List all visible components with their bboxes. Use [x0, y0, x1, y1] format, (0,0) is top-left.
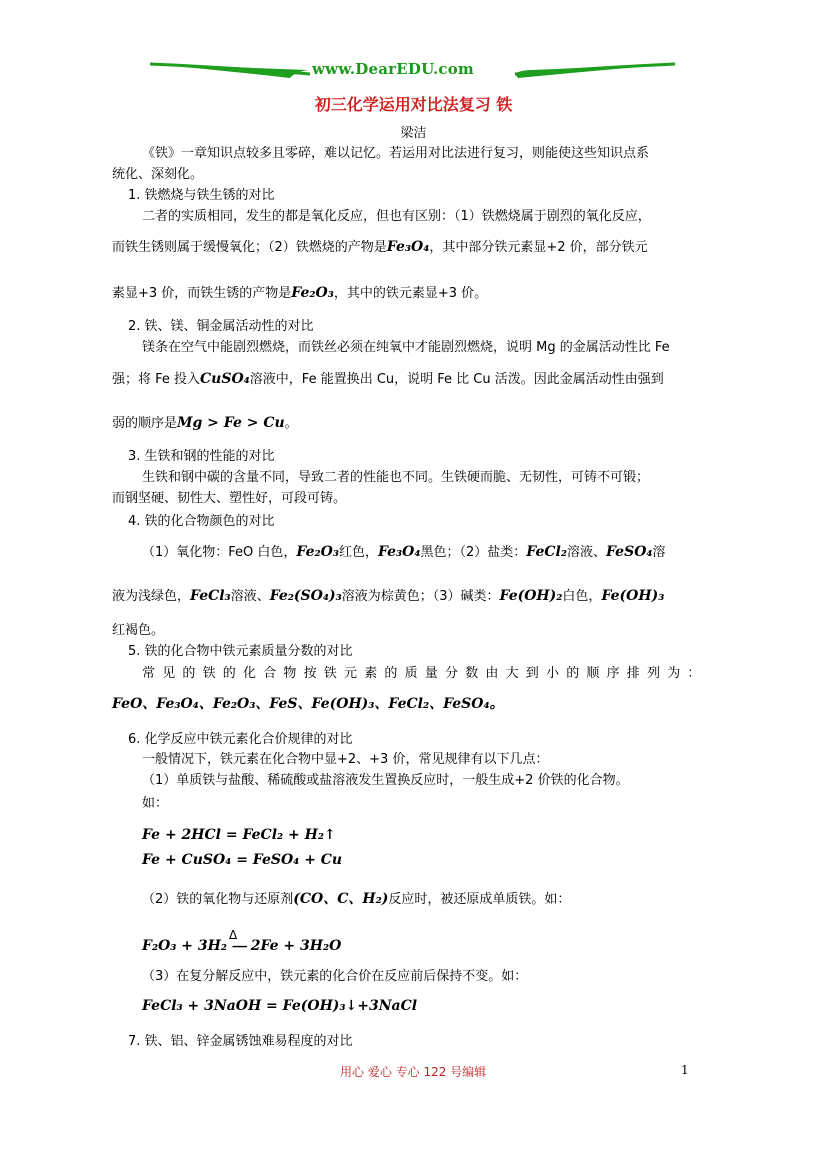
s4-l2-a: 液为浅绿色， — [112, 589, 191, 604]
formula-feoh2: Fe(OH)₂ — [499, 588, 563, 604]
section-5-heading: 5. 铁的化合物中铁元素质量分数的对比 — [128, 644, 353, 659]
s4-l2-d: 白色， — [562, 589, 602, 604]
s1-line-1: 二者的实质相同，发生的都是氧化反应，但也有区别：（1）铁燃烧属于剧烈的氧化反应， — [142, 209, 651, 224]
s4-l1-c: 黑色；（2）盐类： — [420, 545, 527, 560]
formula-cuso4: CuSO₄ — [200, 371, 250, 387]
s4-l2-b: 溶液、 — [230, 589, 270, 604]
section-6-heading: 6. 化学反应中铁元素化合价规律的对比 — [128, 732, 353, 747]
s3-line-1: 生铁和钢中碳的含量不同，导致二者的性能也不同。生铁硬而脆、无韧性，可铸不可锻； — [142, 470, 650, 485]
formula-activity-order: Mg > Fe > Cu — [177, 415, 285, 431]
s4-line-1 — [142, 543, 666, 562]
s4-l1-e: 溶 — [652, 545, 666, 560]
equation-2: Fe + CuSO₄ = FeSO₄ + Cu — [142, 852, 343, 868]
s6-line-5: （3）在复分解反应中，铁元素的化合价在反应前后保持不变。如： — [142, 969, 528, 984]
equation-3: F₂O₃ + 3H₂ ⎯⎯ 2Fe + 3H₂O — [142, 938, 342, 954]
section-7-heading: 7. 铁、铝、锌金属锈蚀难易程度的对比 — [128, 1034, 353, 1049]
s1-line-2-a: 而铁生锈则属于缓慢氧化；（2）铁燃烧的产物是 — [112, 240, 387, 255]
s1-line-3-a: 素显+3 价，而铁生锈的产物是 — [112, 286, 292, 301]
s2-line-1: 镁条在空气中能剧烈燃烧，而铁丝必须在纯氧中才能剧烈燃烧，说明 Mg 的金属活动性比 Fe — [142, 340, 670, 355]
s6-line-1: 一般情况下，铁元素在化合物中显+2、+3 价，常见规律有以下几点： — [142, 752, 549, 767]
section-2-heading: 2. 铁、镁、铜金属活动性的对比 — [128, 319, 314, 334]
s1-line-2 — [112, 238, 648, 257]
s6-line-4-b: 反应时，被还原成单质铁。如： — [388, 892, 571, 907]
formula-fe2o3: Fe₂O₃ — [291, 285, 334, 301]
intro-line-2: 统化、深刻化。 — [112, 167, 204, 182]
site-url[interactable]: www.DearEDU.com — [312, 60, 475, 78]
equation-1: Fe + 2HCl = FeCl₂ + H₂↑ — [142, 827, 336, 843]
s4-l1-d: 溶液、 — [566, 545, 606, 560]
s2-line-2-a: 强；将 Fe 投入 — [112, 372, 201, 387]
s4-l1-b: 红色， — [338, 545, 378, 560]
author: 梁洁 — [400, 126, 427, 141]
page-number: 1 — [681, 1063, 689, 1077]
s5-line-1: 常见的铁的化合物按铁元素的质量分数由大到小的顺序排列为： — [142, 666, 708, 681]
formula-fe3o4: Fe₃O₄ — [386, 239, 430, 255]
s6-line-3: 如： — [142, 796, 169, 811]
formula-fe2so43: Fe₂(SO₄)₃ — [269, 588, 342, 604]
section-1-heading: 1. 铁燃烧与铁生锈的对比 — [128, 188, 275, 203]
formula-fe2o3-red: Fe₂O₃ — [296, 544, 339, 560]
s6-line-4 — [142, 890, 570, 909]
s2-line-3 — [112, 414, 298, 433]
s4-l1-a: （1）氧化物：FeO 白色， — [142, 545, 297, 560]
formula-fecl2: FeCl₂ — [526, 544, 567, 560]
s3-line-2: 而钢坚硬、韧性大、塑性好，可段可铸。 — [112, 491, 347, 506]
section-4-heading: 4. 铁的化合物颜色的对比 — [128, 514, 275, 529]
s4-line-2 — [112, 587, 664, 606]
formula-feso4: FeSO₄ — [606, 544, 653, 560]
s2-line-3-a: 弱的顺序是 — [112, 416, 178, 431]
s1-line-2-b: ，其中部分铁元素显+2 价，部分铁元 — [429, 240, 648, 255]
s6-line-4-a: （2）铁的氧化物与还原剂 — [142, 892, 294, 907]
footer-text: 用心 爱心 专心 122 号编辑 — [340, 1065, 487, 1079]
formula-reductants: (CO、C、H₂) — [293, 891, 389, 907]
page-title: 初三化学运用对比法复习 铁 — [314, 95, 513, 114]
s1-line-3 — [112, 284, 487, 303]
s1-line-3-b: ，其中的铁元素显+3 价。 — [333, 286, 488, 301]
s4-line-3: 红褐色。 — [112, 623, 165, 638]
formula-fe3o4-black: Fe₃O₄ — [377, 544, 421, 560]
s2-line-2-b: 溶液中，Fe 能置换出 Cu，说明 Fe 比 Cu 活泼。因此金属活动性由强到 — [249, 372, 664, 387]
equation-3-delta: Δ — [229, 928, 238, 942]
s5-order: FeO、Fe₃O₄、Fe₂O₃、FeS、Fe(OH)₃、FeCl₂、FeSO₄。 — [112, 696, 504, 712]
formula-feoh3: Fe(OH)₃ — [601, 588, 665, 604]
s4-l2-c: 溶液为棕黄色；（3）碱类： — [341, 589, 500, 604]
intro-line-1: 《铁》一章知识点较多且零碎，难以记忆。若运用对比法进行复习，则能使这些知识点系 — [142, 146, 650, 161]
s2-line-2 — [112, 370, 664, 389]
formula-fecl3: FeCl₃ — [190, 588, 231, 604]
equation-4: FeCl₃ + 3NaOH = Fe(OH)₃↓+3NaCl — [142, 998, 418, 1014]
s2-line-3-b: 。 — [284, 416, 298, 431]
section-3-heading: 3. 生铁和钢的性能的对比 — [128, 449, 275, 464]
s6-line-2: （1）单质铁与盐酸、稀硫酸或盐溶液发生置换反应时，一般生成+2 价铁的化合物。 — [142, 773, 629, 788]
